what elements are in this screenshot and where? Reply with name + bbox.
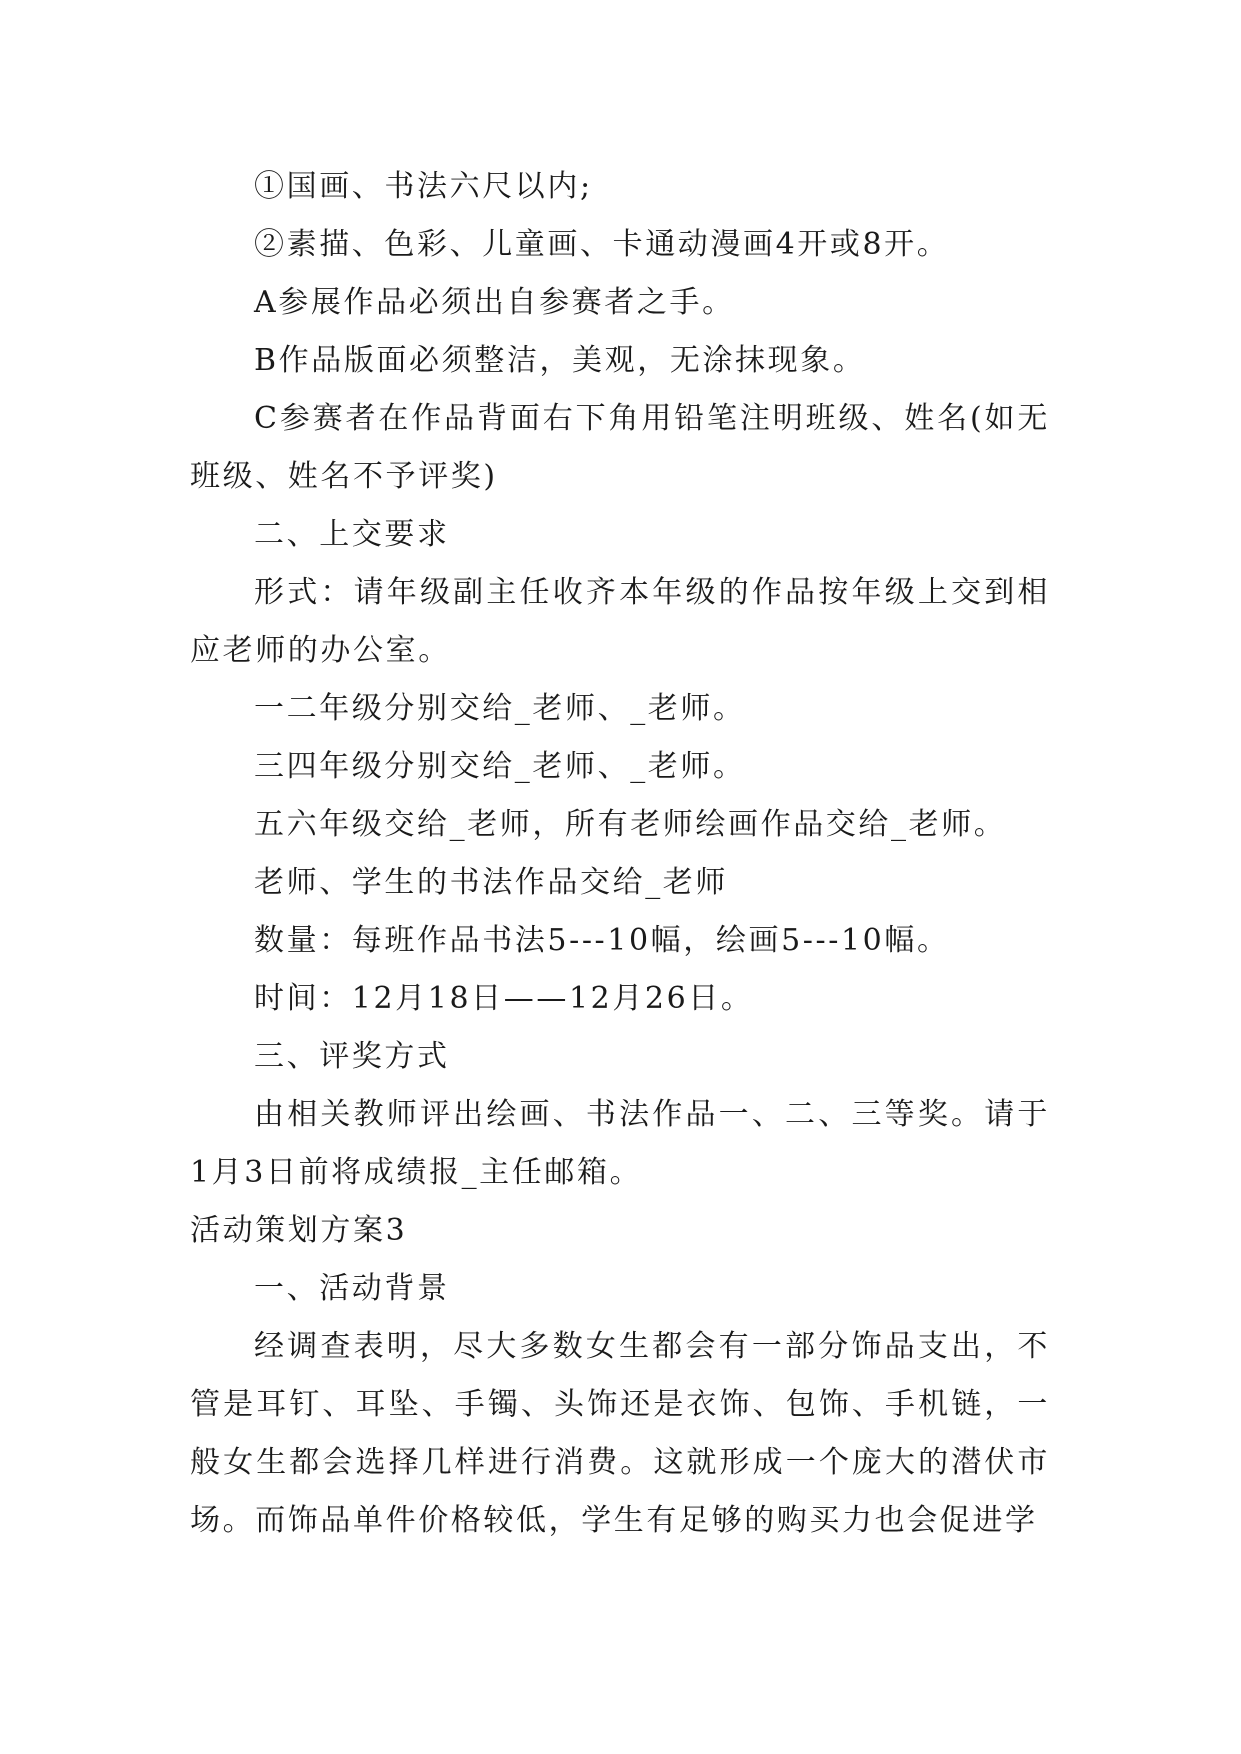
paragraph-submission-form: 形式：请年级副主任收齐本年级的作品按年级上交到相应老师的办公室。: [190, 575, 1050, 668]
section-heading-awards: 三、评奖方式: [254, 1039, 450, 1074]
paragraph-rule-b: B作品版面必须整洁，美观，无涂抹现象。: [254, 343, 866, 378]
paragraph-grade-1-2: 一二年级分别交给_老师、_老师。: [254, 691, 746, 726]
paragraph-quantity: 数量：每班作品书法5---10幅，绘画5---10幅。: [254, 923, 950, 958]
paragraph-calligraphy: 老师、学生的书法作品交给_老师: [254, 865, 728, 900]
paragraph-rule-c: C参赛者在作品背面右下角用铅笔注明班级、姓名(如无班级、姓名不予评奖): [190, 401, 1050, 494]
section-heading-background: 一、活动背景: [254, 1271, 450, 1306]
paragraph-time: 时间：12月18日——12月26日。: [254, 981, 754, 1016]
paragraph-awards: 由相关教师评出绘画、书法作品一、二、三等奖。请于1月3日前将成绩报_主任邮箱。: [190, 1097, 1050, 1190]
paragraph-size-traditional: ①国画、书法六尺以内;: [254, 169, 593, 204]
paragraph-rule-a: A参展作品必须出自参赛者之手。: [254, 285, 735, 320]
paragraph-grade-5-6: 五六年级交给_老师，所有老师绘画作品交给_老师。: [254, 807, 1007, 842]
document-body: [190, 158, 1050, 1550]
paragraph-background: 经调查表明，尽大多数女生都会有一部分饰品支出，不管是耳钉、耳坠、手镯、头饰还是衣饰、包饰、手机链，一般女生都会选择几样进行消费。这就形成一个庞大的潜伏市场。而饰品单件价格较低，学生有足够的购买力也会促进学: [190, 1329, 1050, 1538]
paragraph-size-drawing: ②素描、色彩、儿童画、卡通动漫画4开或8开。: [254, 227, 950, 262]
document-title-plan-3: 活动策划方案3: [190, 1213, 408, 1248]
section-heading-submission: 二、上交要求: [254, 517, 450, 552]
paragraph-grade-3-4: 三四年级分别交给_老师、_老师。: [254, 749, 746, 784]
